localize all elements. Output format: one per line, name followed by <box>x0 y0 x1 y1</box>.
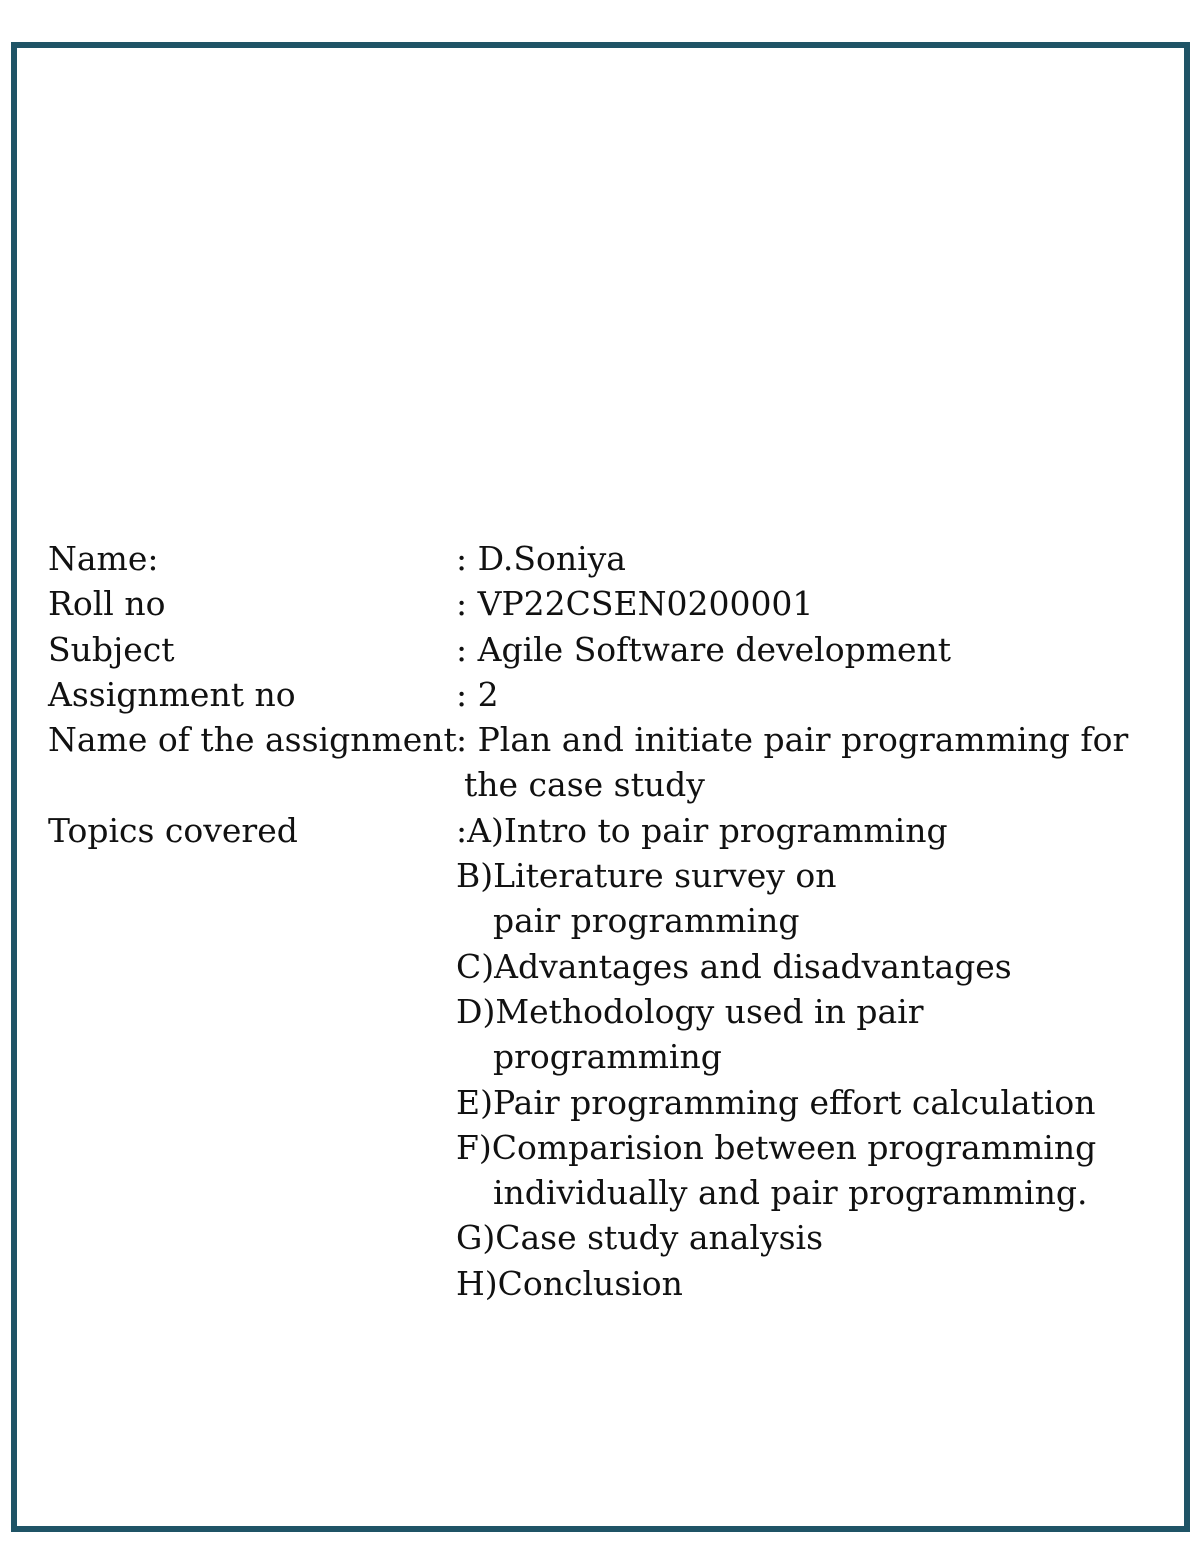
assignment-name-continuation-row <box>48 762 1158 807</box>
topic-row <box>48 1170 1158 1215</box>
topic-row <box>48 1125 1158 1170</box>
topic-row <box>48 853 1158 898</box>
topic-item-d-continued: programming <box>493 1037 722 1077</box>
roll-no-value: : VP22CSEN0200001 <box>456 584 814 624</box>
topic-item-b: B)Literature survey on <box>456 856 837 896</box>
topic-row <box>48 1034 1158 1079</box>
name-row <box>48 536 1158 581</box>
name-label: Name: <box>48 539 159 578</box>
topic-row <box>48 944 1158 989</box>
topic-row <box>48 1215 1158 1260</box>
topic-row <box>48 1080 1158 1125</box>
assignment-name-value-continued: the case study <box>464 765 705 805</box>
topic-row <box>48 989 1158 1034</box>
subject-label: Subject <box>48 629 175 669</box>
topic-item-h: H)Conclusion <box>456 1263 683 1303</box>
topic-item-e: E)Pair programming effort calculation <box>456 1082 1096 1122</box>
assignment-name-value: : Plan and initiate pair programming for <box>456 720 1129 760</box>
roll-no-label: Roll no <box>48 584 166 624</box>
topics-row <box>48 808 1158 853</box>
topic-item-d: D)Methodology used in pair <box>456 991 924 1031</box>
assignment-details <box>48 536 1158 1306</box>
assignment-name-row <box>48 717 1158 762</box>
topic-item-a: :A)Intro to pair programming <box>456 810 948 850</box>
assignment-no-label: Assignment no <box>48 674 296 714</box>
subject-row <box>48 627 1158 672</box>
assignment-no-value: : 2 <box>456 674 499 714</box>
subject-value: : Agile Software development <box>456 629 952 669</box>
assignment-no-row <box>48 672 1158 717</box>
topic-row <box>48 1261 1158 1306</box>
topic-item-f-continued: individually and pair programming. <box>493 1173 1088 1213</box>
topic-item-g: G)Case study analysis <box>456 1218 824 1258</box>
topic-item-f: F)Comparision between programming <box>456 1127 1097 1167</box>
name-value: : D.Soniya <box>456 539 626 578</box>
assignment-name-label: Name of the assignment <box>48 720 457 760</box>
roll-no-row <box>48 581 1158 626</box>
topic-item-b-continued: pair programming <box>493 901 800 941</box>
topic-row <box>48 898 1158 943</box>
topics-label: Topics covered <box>48 810 298 850</box>
topic-item-c: C)Advantages and disadvantages <box>456 946 1012 986</box>
